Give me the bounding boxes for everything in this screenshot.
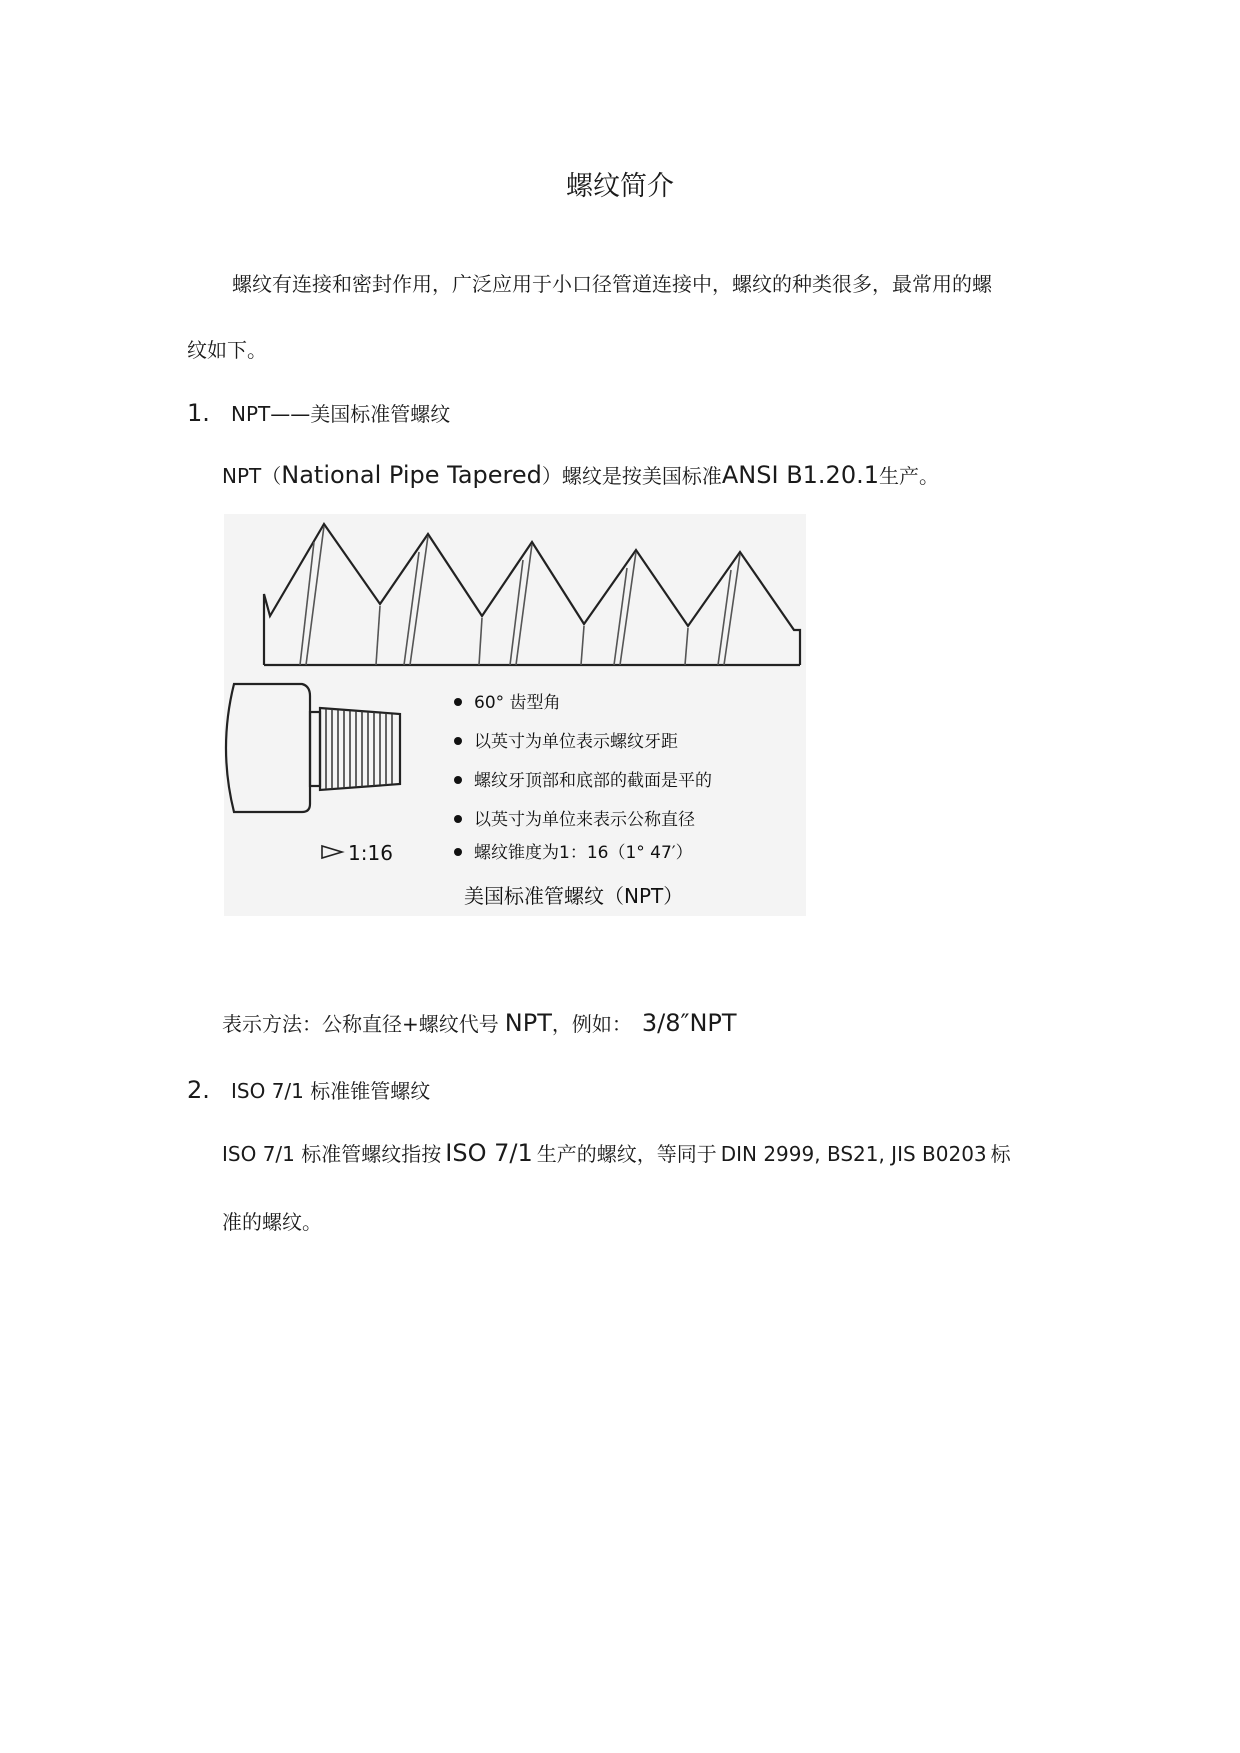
desc-text: 生产的螺纹，等同于 — [536, 1142, 717, 1166]
desc-term: National Pipe Tapered — [281, 461, 542, 489]
desc-text: 生产。 — [879, 464, 939, 488]
desc-standards-list: DIN 2999, BS21, JIS B0203 — [720, 1142, 987, 1166]
desc-text: 标 — [990, 1142, 1011, 1166]
section-2-description — [222, 1138, 1011, 1167]
figure-bullet: 螺纹牙顶部和底部的截面是平的 — [474, 771, 712, 791]
notation-text: ，例如： — [551, 1012, 632, 1036]
intro-line-1: 螺纹有连接和密封作用，广泛应用于小口径管道连接中，螺纹的种类很多，最常用的螺 — [232, 272, 992, 296]
bullet-icon — [454, 737, 462, 745]
notation-example: 3/8″NPT — [641, 1009, 737, 1037]
desc-text: ISO 7/1 标准管螺纹指按 — [222, 1142, 442, 1166]
notation-code: NPT — [504, 1009, 552, 1037]
desc-standard: ISO 7/1 — [445, 1139, 533, 1167]
section-2-heading — [187, 1075, 430, 1104]
desc-standard: ANSI B1.20.1 — [721, 461, 879, 489]
section-2-title: ISO 7/1 标准锥管螺纹 — [231, 1079, 431, 1103]
section-1-title: NPT——美国标准管螺纹 — [231, 402, 451, 426]
bullet-icon — [454, 815, 462, 823]
section-1-description — [222, 460, 939, 489]
section-2-description-line-2: 准的螺纹。 — [222, 1210, 322, 1234]
desc-text: ）螺纹是按美国标准 — [541, 464, 722, 488]
bullet-icon — [454, 848, 462, 856]
taper-label: 1:16 — [348, 841, 393, 865]
figure-bullet: 螺纹锥度为1：16（1° 47′） — [474, 843, 693, 863]
bullet-icon — [454, 698, 462, 706]
section-1-heading — [187, 398, 450, 427]
notation-text: 表示方法：公称直径+螺纹代号 — [222, 1012, 499, 1036]
intro-line-2: 纹如下。 — [187, 338, 267, 362]
page-title: 螺纹简介 — [566, 171, 674, 202]
notation-line — [222, 1008, 737, 1037]
desc-text: NPT（ — [222, 464, 282, 488]
section-2-number: 2. — [187, 1076, 210, 1104]
figure-bullet: 以英寸为单位表示螺纹牙距 — [474, 732, 678, 752]
npt-thread-figure — [224, 514, 806, 916]
figure-bullet: 以英寸为单位来表示公称直径 — [474, 810, 695, 830]
section-1-number: 1. — [187, 399, 210, 427]
bullet-icon — [454, 776, 462, 784]
figure-caption: 美国标准管螺纹（NPT） — [464, 884, 684, 908]
figure-bullet: 60° 齿型角 — [474, 693, 561, 713]
